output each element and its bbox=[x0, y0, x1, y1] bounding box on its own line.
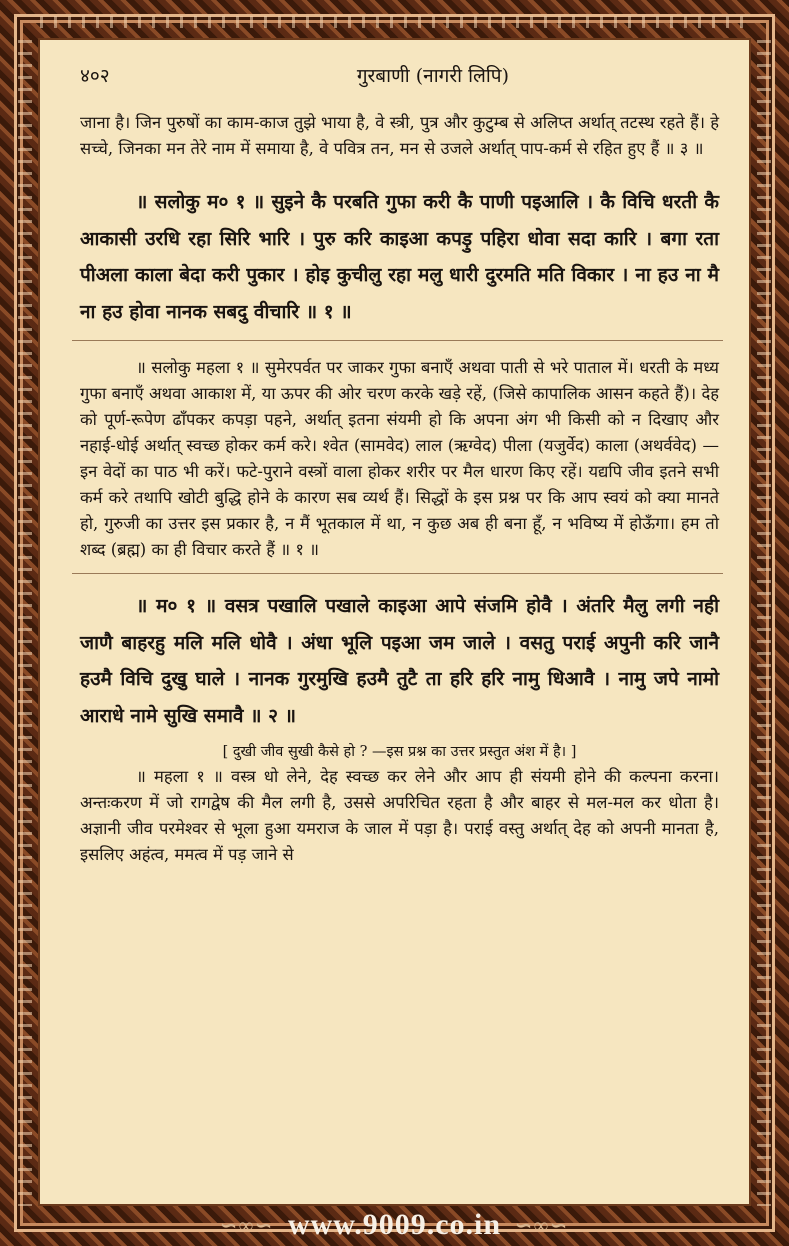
commentary-paragraph-3: ॥ महला १ ॥ वस्त्र धो लेने, देह स्वच्छ कर लेने और आप ही संयमी होने की कल्पना करना। अन्तःकरण में जो रागद्वेष की मैल लगी है, उससे अपरिचित रहता है और बाहर से मल-मल कर धोता है। अज्ञानी जीव परमेश्वर से भूला हुआ यमराज के जाल में पड़ा है। पराई वस्तु अर्थात् देह को अपनी मानता है, इसलिए अहंत्व, ममत्व में पड़ जाने से bbox=[80, 767, 719, 864]
right-ornament bbox=[757, 40, 771, 1206]
commentary-paragraph-1: जाना है। जिन पुरुषों का काम-काज तुझे भाया है, वे स्त्री, पुत्र और कुटुम्ब से अलिप्त अर्थात् तटस्थ रहते हैं। हे सच्चे, जिनका मन तेरे नाम में समाया है, वे पवित्र तन, मन से उजले अर्थात् पाप-कर्म से रहित हुए हैं ॥ ३ ॥ bbox=[80, 113, 719, 158]
left-ornament bbox=[18, 40, 32, 1206]
scripture-page bbox=[38, 38, 751, 1206]
divider bbox=[72, 573, 723, 574]
page-number: ४०२ bbox=[80, 65, 110, 87]
page-header bbox=[80, 62, 719, 88]
section-note: [ दुखी जीव सुखी कैसे हो ? —इस प्रश्न का उत्तर प्रस्तुत अंश में है। ] bbox=[222, 744, 577, 760]
page-title: गुरबाणी (नागरी लिपि) bbox=[356, 65, 509, 87]
footer-ornament-left: ∽∞∽ bbox=[220, 1214, 274, 1237]
website-link[interactable]: www.9009.co.in bbox=[287, 1208, 502, 1241]
verse-salok-1: ॥ सलोकु म० १ ॥ सुइने कै परबति गुफा करी कै पाणी पइआलि । कै विचि धरती कै आकासी उरधि रहा सिरि भारि । पुरु करि काइआ कपड़ु पहिरा धोवा सदा कारि । बगा रता पीअला काला बेदा करी पुकार । होइ कुचीलु रहा मलु धारी दुरमति मति विकार । ना हउ ना मै ना हउ होवा नानक सबदु वीचारि ॥ १ ॥ bbox=[80, 191, 719, 323]
commentary-paragraph-2: ॥ सलोकु महला १ ॥ सुमेरपर्वत पर जाकर गुफा बनाएँ अथवा पाती से भरे पाताल में। धरती के मध्य गुफा बनाएँ अथवा आकाश में, या ऊपर की ओर चरण करके खड़े रहें, (जिसे कापालिक आसन कहते हैं)। देह को पूर्ण-रूपेण ढाँपकर कपड़ा पहने, अर्थात् इतना संयमी हो कि अपना अंग भी किसी को न दिखाए और नहाई-धोई अर्थात् स्वच्छ होकर कर्म करे। श्वेत (सामवेद) लाल (ऋग्वेद) पीला (यजुर्वेद) काला (अथर्ववेद) —इन वेदों का पाठ भी करें। फटे-पुराने वस्त्रों वाला होकर शरीर पर मैल धारण किए रहें। यद्यपि जीव इतने सभी कर्म करे तथापि खोटी बुद्धि होने के कारण सब व्यर्थ हैं। सिद्धों के इस प्रश्न पर कि आप स्वयं को क्या मानते हो, गुरुजी का उत्तर इस प्रकार है, न मैं भूतकाल में था, न कुछ अब ही बना हूँ, न भविष्य में होऊँगा। हम तो शब्द (ब्रह्म) का ही विचार करते हैं ॥ १ ॥ bbox=[80, 358, 719, 559]
divider bbox=[72, 340, 723, 341]
footer-banner bbox=[0, 1206, 789, 1244]
footer-ornament-right: ∽∞∽ bbox=[515, 1214, 569, 1237]
top-ornament bbox=[40, 16, 749, 28]
verse-mahala-1: ॥ म० १ ॥ वसत्र पखालि पखाले काइआ आपे संजमि होवै । अंतरि मैलु लगी नही जाणै बाहरहु मलि मलि धोवै । अंधा भूलि पइआ जम जाले । वसतु पराई अपुनी करि जानै हउमै विचि दुखु घाले । नानक गुरमुखि हउमै तुटै ता हरि हरि नामु धिआवै । नामु जपे नामो आराधे नामे सुखि समावै ॥ २ ॥ bbox=[80, 595, 719, 727]
